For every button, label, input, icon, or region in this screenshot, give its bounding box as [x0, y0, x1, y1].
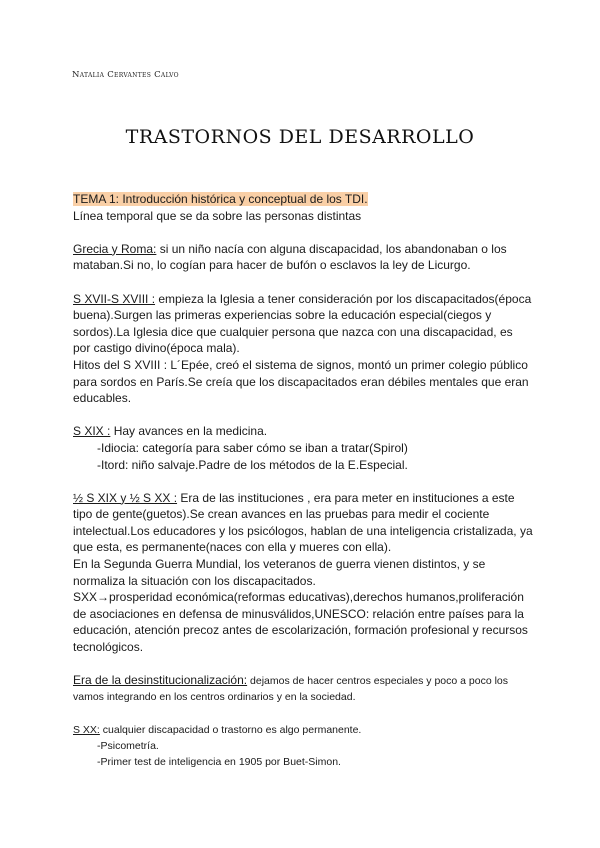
- section-s17-hitos: Hitos del S XVIII : L´Epée, creó el sistema de signos, montó un primer colegio público para sordos en París.Se creía que los discapacitados eran débiles mentales que eran educables.: [73, 357, 529, 406]
- section-s17-text: empieza la Iglesia a tener consideración por los discapacitados(época buena).Surgen las primeras experiencias sobre la educación especial(ciegos y sordos).La Iglesia dice que cualquier persona que nazca con una discapacidad, es por castigo divino(época mala).: [73, 291, 532, 356]
- tema-heading: [73, 191, 533, 208]
- author-name: Natalia Cervantes Calvo: [72, 70, 179, 80]
- document-body: [73, 191, 533, 770]
- section-s19: [73, 423, 533, 440]
- section-sxx-prosperidad: SXX→prosperidad económica(reformas educativas),derechos humanos,proliferación de asociaciones en defensa de minusválidos,UNESCO: relación entre países para la educación, atención precoz antes de escolarización, formación profesional y recursos tecnológicos.: [73, 590, 528, 655]
- section-instituciones-label: ½ S XIX y ½ S XX :: [73, 490, 178, 505]
- section-sxx: [73, 722, 533, 738]
- section-s19-text: Hay avances en la medicina.: [110, 424, 268, 439]
- list-item: -Psicometría.: [97, 739, 159, 752]
- section-grecia: [73, 241, 533, 274]
- tema-heading-highlight: TEMA 1: Introducción histórica y conceptual de los TDI.: [73, 192, 368, 206]
- section-guerra: En la Segunda Guerra Mundial, los veteranos de guerra vienen distintos, y se normaliza la situación con los discapacitados.: [73, 557, 486, 588]
- section-sxx-label: S XX:: [73, 723, 100, 736]
- list-item: -Itord: niño salvaje.Padre de los métodos de la E.Especial.: [97, 457, 408, 472]
- document-title: TRASTORNOS DEL DESARROLLO: [125, 126, 475, 148]
- list-item: -Primer test de inteligencia en 1905 por Buet-Simon.: [97, 755, 341, 768]
- section-sxx-text: cualquier discapacidad o trastorno es algo permanente.: [99, 723, 362, 736]
- section-desinst: [73, 672, 533, 705]
- section-instituciones-text: Era de las instituciones , era para meter en instituciones a este tipo de gente(guetos).Se crean avances en las pruebas para medir el cociente intelectual.Los educadores y los psicólogos, hablan de una inteligencia cristalizada, ya que esta, es permanente(naces con ella y mueres con ella).: [73, 490, 533, 555]
- section-grecia-text: si un niño nacía con alguna discapacidad, los abandonaban o los mataban.Si no, lo cogían para hacer de bufón o esclavos la ley de Licurgo.: [73, 241, 507, 273]
- section-instituciones: [73, 490, 533, 556]
- tema-subtitle: Línea temporal que se da sobre las personas distintas: [73, 208, 362, 223]
- section-s17-label: S XVII-S XVIII :: [73, 291, 156, 306]
- section-s17: [73, 291, 533, 357]
- section-desinst-text: dejamos de hacer centros especiales y poco a poco los vamos integrando en los centros ordinarios y en la sociedad.: [73, 675, 509, 704]
- list-item: -Idiocia: categoría para saber cómo se iban a tratar(Spirol): [97, 440, 408, 455]
- section-s19-label: S XIX :: [73, 424, 111, 439]
- section-desinst-label: Era de la desinstitucionalización:: [73, 673, 248, 688]
- section-grecia-label: Grecia y Roma:: [73, 241, 157, 256]
